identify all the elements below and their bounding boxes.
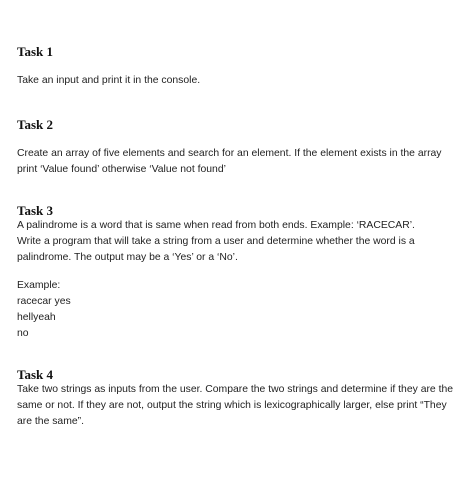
task-4-text-line-2: same or not. If they are not, output the string which is lexicographically larger, else print “They xyxy=(17,400,447,411)
task-3-heading: Task 3 xyxy=(17,203,54,218)
task-1-text-line-1: Take an input and print it in the console. xyxy=(17,75,201,86)
task-1-heading: Task 1 xyxy=(17,44,54,59)
task-3-example-line-2: hellyeah xyxy=(17,312,56,323)
task-3-example-label: Example: xyxy=(17,280,61,291)
task-2-heading: Task 2 xyxy=(17,117,54,132)
task-4-heading: Task 4 xyxy=(17,367,54,382)
task-3-example-line-1: racecar yes xyxy=(17,296,71,307)
task-4-text-line-1: Take two strings as inputs from the user. Compare the two strings and determine if they are the xyxy=(17,384,454,395)
task-3-text-line-2: Write a program that will take a string from a user and determine whether the word is a xyxy=(17,236,415,247)
task-3-example-line-3: no xyxy=(17,328,29,339)
task-3-text-line-1: A palindrome is a word that is same when read from both ends. Example: ‘RACECAR’. xyxy=(17,220,415,231)
task-2-text-line-1: Create an array of five elements and search for an element. If the element exists in the array xyxy=(17,148,442,159)
task-3-text-line-3: palindrome. The output may be a ‘Yes’ or a ‘No’. xyxy=(17,252,238,263)
task-4-text-line-3: are the same”. xyxy=(17,416,84,427)
task-2-text-line-2: print ‘Value found’ otherwise ‘Value not found’ xyxy=(17,164,226,175)
